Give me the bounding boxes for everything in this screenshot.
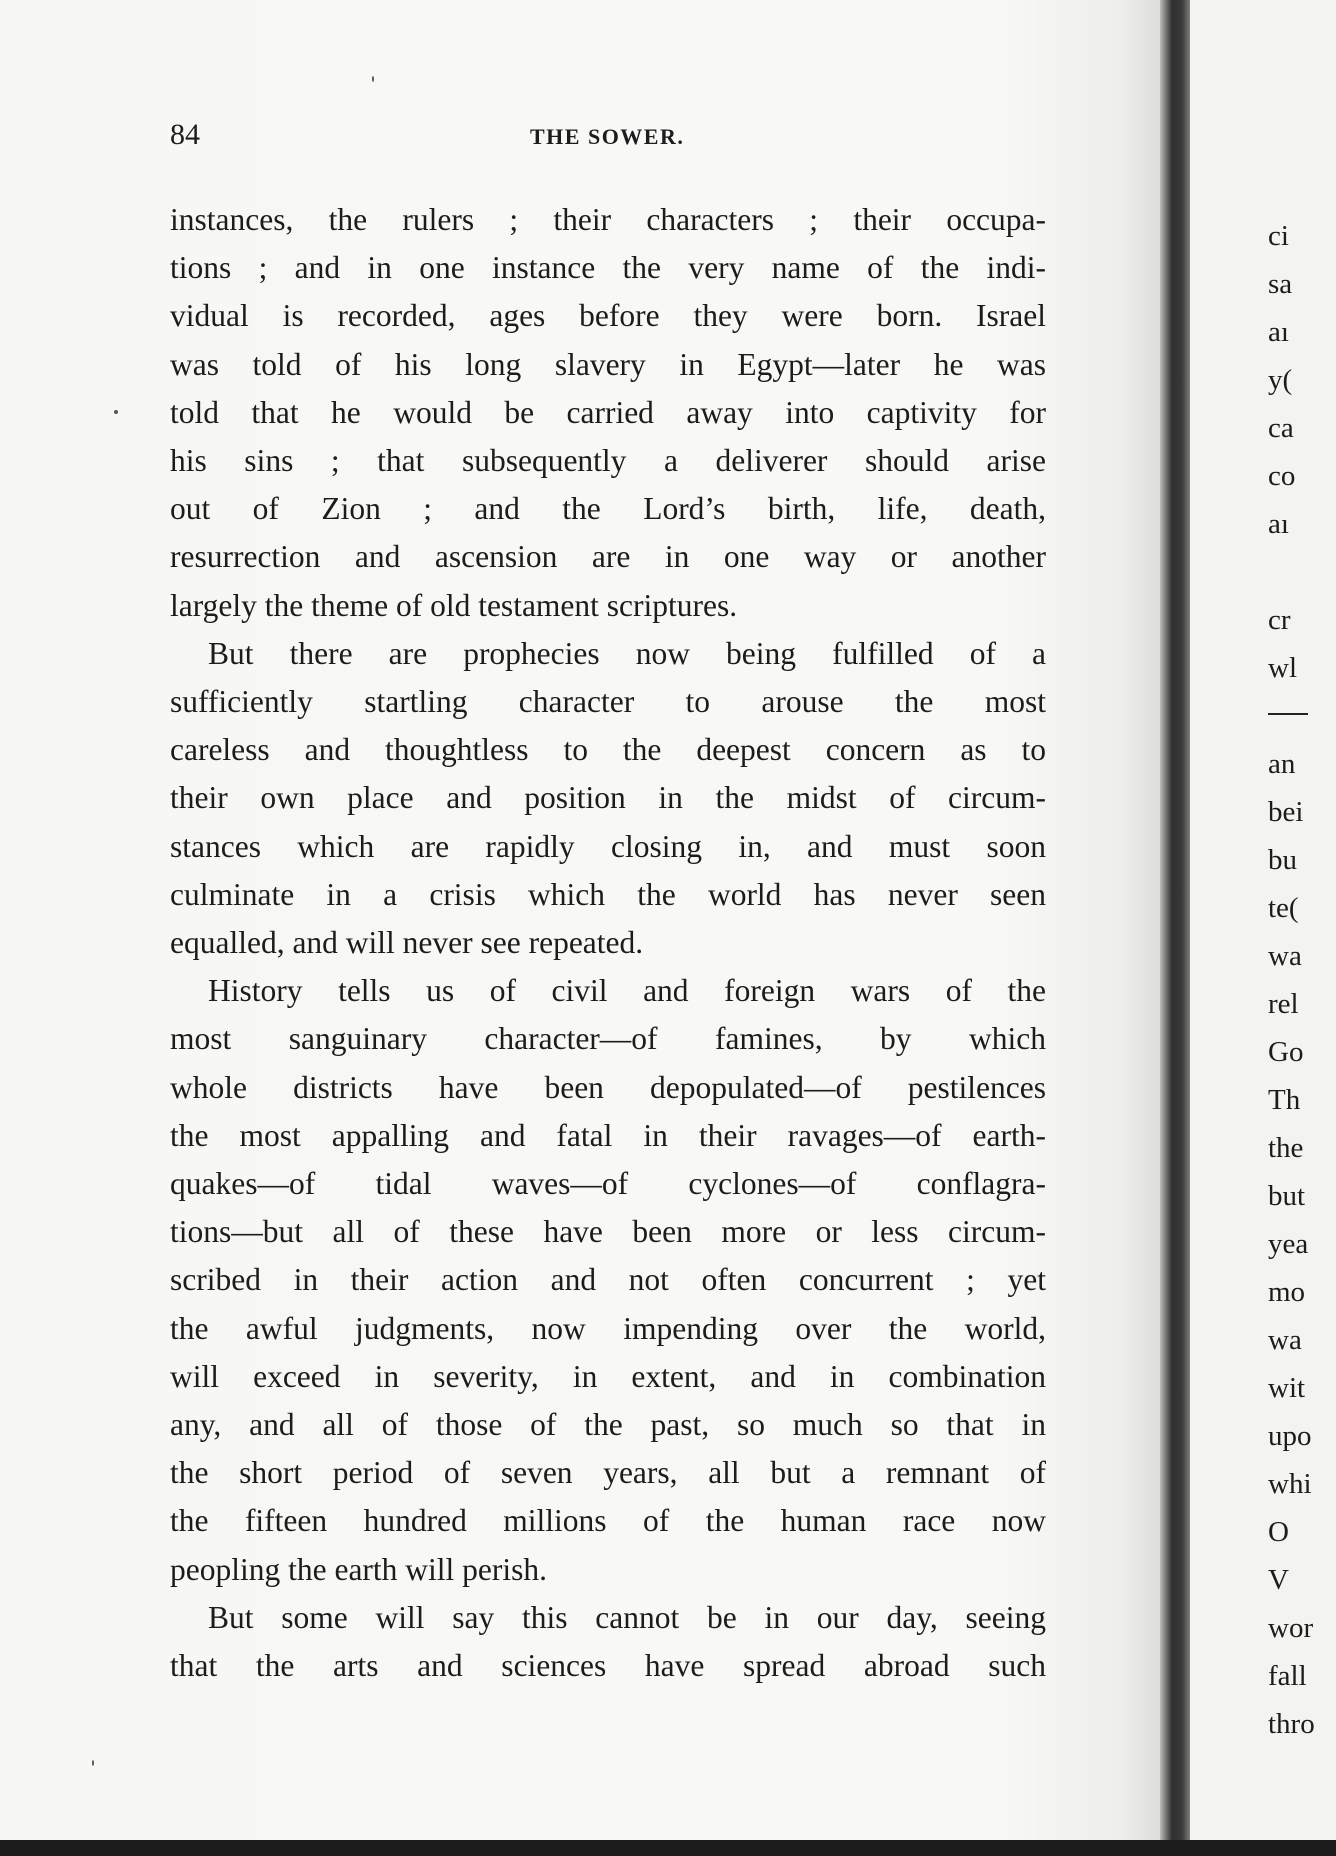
facing-fragment: Th xyxy=(1268,1084,1301,1116)
facing-fragment: wa xyxy=(1268,940,1302,972)
facing-fragment: bei xyxy=(1268,796,1304,828)
facing-fragment: aı xyxy=(1268,316,1289,348)
facing-fragment: upo xyxy=(1268,1420,1312,1452)
text-line: out of Zion ; and the Lord’s birth, life, death, xyxy=(170,491,1046,527)
facing-fragment: yea xyxy=(1268,1228,1309,1260)
text-line: peopling the earth will perish. xyxy=(170,1551,548,1587)
text-line: the short period of seven years, all but a remnant of xyxy=(170,1455,1046,1491)
text-line: whole districts have been depopulated—of pestilences xyxy=(170,1069,1046,1105)
text-line: sufficiently startling character to arouse the most xyxy=(170,684,1046,720)
text-line: their own place and position in the midst of circum- xyxy=(170,780,1046,816)
text-line: culminate in a crisis which the world has never seen xyxy=(170,876,1046,912)
facing-fragment: aı xyxy=(1268,508,1289,540)
text-line: most sanguinary character—of famines, by which xyxy=(170,1021,1046,1057)
facing-fragment: thro xyxy=(1268,1708,1315,1740)
facing-dash xyxy=(1268,713,1308,715)
text-line: vidual is recorded, ages before they were born. Israel xyxy=(170,298,1046,334)
facing-fragment: the xyxy=(1268,1132,1304,1164)
facing-fragment: bu xyxy=(1268,844,1297,876)
page-header xyxy=(170,118,1050,158)
facing-fragment: wa xyxy=(1268,1324,1302,1356)
text-line: History tells us of civil and foreign wars of the xyxy=(208,973,1046,1009)
facing-fragment: mo xyxy=(1268,1276,1306,1308)
running-title: THE SOWER. xyxy=(530,124,685,149)
scan-speck xyxy=(114,410,118,414)
facing-fragment: but xyxy=(1268,1180,1306,1212)
text-line: the most appalling and fatal in their ravages—of earth- xyxy=(170,1117,1046,1153)
text-line: stances which are rapidly closing in, and must soon xyxy=(170,828,1046,864)
text-line: scribed in their action and not often concurrent ; yet xyxy=(170,1262,1046,1298)
facing-fragment: co xyxy=(1268,460,1296,492)
text-line: instances, the rulers ; their characters ; their occupa- xyxy=(170,202,1046,237)
facing-page-text xyxy=(1268,0,1336,1856)
text-line: told that he would be carried away into captivity for xyxy=(170,394,1046,430)
facing-fragment: sa xyxy=(1268,268,1293,300)
text-line: quakes—of tidal waves—of cyclones—of conflagra- xyxy=(170,1166,1046,1202)
text-line: his sins ; that subsequently a deliverer should arise xyxy=(170,443,1046,479)
page-number: 84 xyxy=(170,118,200,151)
text-line: But some will say this cannot be in our day, seeing xyxy=(208,1599,1046,1635)
text-line: tions—but all of these have been more or less circum- xyxy=(170,1214,1046,1250)
facing-fragment: ci xyxy=(1268,220,1289,252)
scan-speck xyxy=(372,76,374,82)
facing-fragment: te( xyxy=(1268,892,1299,924)
facing-fragment: fall xyxy=(1268,1660,1307,1692)
facing-fragment: ca xyxy=(1268,412,1294,444)
text-line: was told of his long slavery in Egypt—later he was xyxy=(170,346,1046,382)
facing-fragment: cr xyxy=(1268,604,1291,636)
text-line: any, and all of those of the past, so much so that in xyxy=(170,1407,1046,1443)
facing-fragment: an xyxy=(1268,748,1296,780)
text-line: careless and thoughtless to the deepest concern as to xyxy=(170,732,1046,768)
facing-fragment: Go xyxy=(1268,1036,1304,1068)
facing-fragment: V xyxy=(1268,1564,1289,1596)
facing-fragment: wor xyxy=(1268,1612,1314,1644)
facing-fragment: y( xyxy=(1268,364,1293,396)
text-line: But there are prophecies now being fulfilled of a xyxy=(208,635,1046,671)
text-line: equalled, and will never see repeated. xyxy=(170,925,644,961)
text-line: largely the theme of old testament scriptures. xyxy=(170,587,738,623)
text-line: the awful judgments, now impending over the world, xyxy=(170,1310,1046,1346)
scan-bottom-edge xyxy=(0,1840,1336,1856)
text-line: the fifteen hundred millions of the human race now xyxy=(170,1503,1046,1539)
text-line: that the arts and sciences have spread abroad such xyxy=(170,1648,1046,1684)
facing-fragment: whi xyxy=(1268,1468,1312,1500)
facing-fragment: O xyxy=(1268,1516,1289,1548)
scan-speck xyxy=(92,1760,94,1766)
text-line: tions ; and in one instance the very name of the indi- xyxy=(170,250,1046,286)
facing-fragment: rel xyxy=(1268,988,1299,1020)
text-line: resurrection and ascension are in one way or another xyxy=(170,539,1046,575)
body-text xyxy=(170,196,1046,1690)
facing-fragment: wit xyxy=(1268,1372,1306,1404)
text-line: will exceed in severity, in extent, and in combination xyxy=(170,1358,1046,1394)
facing-fragment: wl xyxy=(1268,652,1297,684)
